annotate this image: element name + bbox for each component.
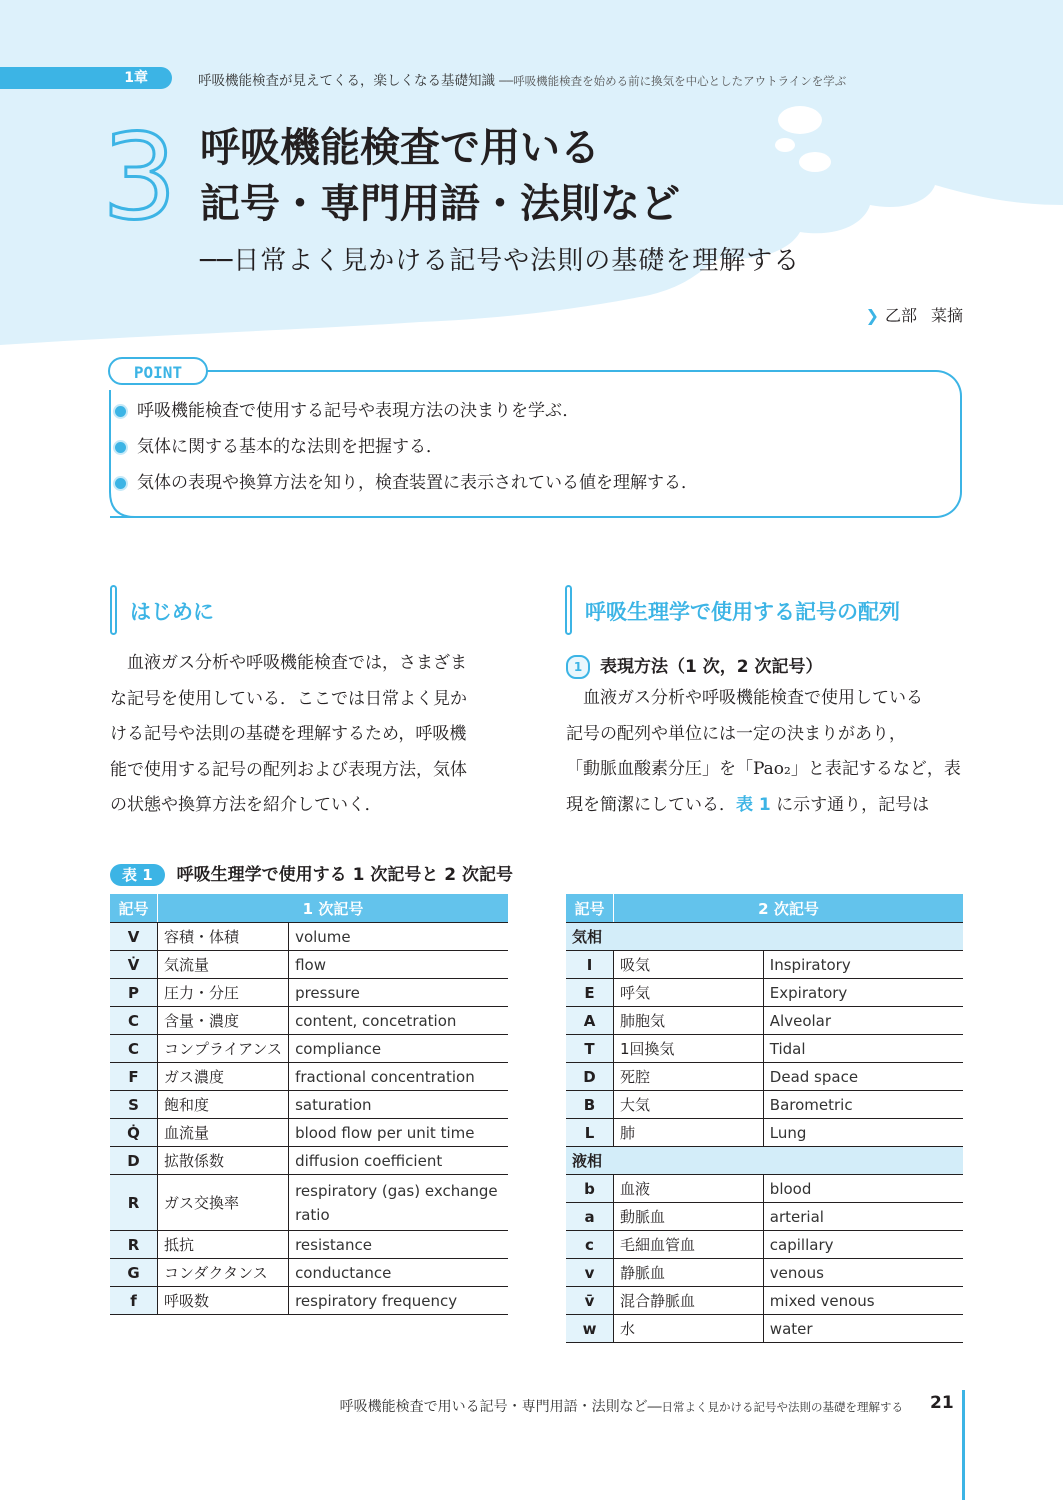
japanese-term-cell: 呼気 bbox=[614, 979, 764, 1007]
symbol-cell: I bbox=[566, 951, 614, 979]
chapter-title: 呼吸機能検査が見えてくる，楽しくなる基礎知識 bbox=[198, 73, 495, 89]
english-term-cell: flow bbox=[289, 951, 508, 979]
page-edge-rule bbox=[962, 1390, 965, 1500]
symbol-cell: B bbox=[566, 1091, 614, 1119]
subsection-title: 表現方法（1 次，2 次記号） bbox=[600, 657, 823, 677]
symbol-cell: R bbox=[110, 1175, 158, 1231]
english-term-cell: volume bbox=[289, 923, 508, 951]
title-line-2: 記号・専門用語・法則など bbox=[200, 181, 680, 227]
bullet-icon bbox=[115, 406, 126, 417]
group-liquid-phase bbox=[566, 1147, 963, 1175]
author bbox=[866, 303, 963, 326]
english-term-cell: respiratory (gas) exchange ratio bbox=[289, 1175, 508, 1231]
point-item-text: 呼吸機能検査で使用する記号や表現方法の決まりを学ぶ． bbox=[137, 401, 580, 421]
chapter-subtitle: ──呼吸機能検査を始める前に換気を中心としたアウトラインを学ぶ bbox=[499, 74, 847, 88]
table-row bbox=[566, 1175, 963, 1203]
secondary-symbols-table bbox=[566, 894, 963, 1343]
symbols-line: 血液ガス分析や呼吸機能検査で使用している bbox=[566, 688, 923, 708]
table-row bbox=[110, 1287, 508, 1315]
japanese-term-cell: 死腔 bbox=[614, 1063, 764, 1091]
japanese-term-cell: ガス濃度 bbox=[158, 1063, 289, 1091]
chevron-right-icon: ❯ bbox=[865, 306, 879, 325]
table-row bbox=[566, 951, 963, 979]
table-row bbox=[110, 1175, 508, 1231]
japanese-term-cell: 気流量 bbox=[158, 951, 289, 979]
japanese-term-cell: 肺胞気 bbox=[614, 1007, 764, 1035]
table-row bbox=[566, 1119, 963, 1147]
symbol-cell: v bbox=[566, 1259, 614, 1287]
english-term-cell: Dead space bbox=[763, 1063, 963, 1091]
page-title bbox=[200, 120, 680, 232]
symbols-line-text: 現を簡潔にしている． bbox=[566, 794, 736, 815]
japanese-term-cell: 抵抗 bbox=[158, 1231, 289, 1259]
japanese-term-cell: コンプライアンス bbox=[158, 1035, 289, 1063]
japanese-term-cell: ガス交換率 bbox=[158, 1175, 289, 1231]
table-number-badge: 表 1 bbox=[110, 864, 165, 886]
japanese-term-cell: 動脈血 bbox=[614, 1203, 764, 1231]
symbol-cell: c bbox=[566, 1231, 614, 1259]
table-row bbox=[110, 1035, 508, 1063]
symbol-cell: C bbox=[110, 1035, 158, 1063]
table-row bbox=[566, 1091, 963, 1119]
english-term-cell: blood flow per unit time bbox=[289, 1119, 508, 1147]
section-number: 3 bbox=[102, 108, 178, 246]
point-item-text: 気体の表現や換算方法を知り，検査装置に表示されている値を理解する． bbox=[137, 473, 698, 493]
table-row bbox=[566, 1259, 963, 1287]
table-row bbox=[566, 1287, 963, 1315]
japanese-term-cell: 大気 bbox=[614, 1091, 764, 1119]
english-term-cell: compliance bbox=[289, 1035, 508, 1063]
japanese-term-cell: 呼吸数 bbox=[158, 1287, 289, 1315]
english-term-cell: respiratory frequency bbox=[289, 1287, 508, 1315]
footer-subtitle: ──日常よく見かける記号や法則の基礎を理解する bbox=[647, 1400, 903, 1414]
english-term-cell: pressure bbox=[289, 979, 508, 1007]
english-term-cell: Lung bbox=[763, 1119, 963, 1147]
japanese-term-cell: 静脈血 bbox=[614, 1259, 764, 1287]
intro-line: な記号を使用している．ここでは日常よく見か bbox=[110, 688, 467, 709]
symbols-line-text: に示す通り，記号は bbox=[770, 794, 930, 815]
table-row bbox=[566, 1035, 963, 1063]
bullet-icon bbox=[115, 442, 126, 453]
japanese-term-cell: 肺 bbox=[614, 1119, 764, 1147]
page-number: 21 bbox=[930, 1393, 954, 1413]
symbol-cell: f bbox=[110, 1287, 158, 1315]
english-term-cell: mixed venous bbox=[763, 1287, 963, 1315]
english-term-cell: arterial bbox=[763, 1203, 963, 1231]
english-term-cell: diffusion coefficient bbox=[289, 1147, 508, 1175]
english-term-cell: capillary bbox=[763, 1231, 963, 1259]
symbol-cell: V̇ bbox=[110, 951, 158, 979]
symbol-cell: Q̇ bbox=[110, 1119, 158, 1147]
header-symbol: 記号 bbox=[566, 894, 614, 923]
english-term-cell: water bbox=[763, 1315, 963, 1343]
japanese-term-cell: 圧力・分圧 bbox=[158, 979, 289, 1007]
table-row bbox=[110, 1147, 508, 1175]
english-term-cell: resistance bbox=[289, 1231, 508, 1259]
japanese-term-cell: 含量・濃度 bbox=[158, 1007, 289, 1035]
subsection-number: 1 bbox=[566, 655, 590, 679]
english-term-cell: Alveolar bbox=[763, 1007, 963, 1035]
english-term-cell: Barometric bbox=[763, 1091, 963, 1119]
footer-title: 呼吸機能検査で用いる記号・専門用語・法則など bbox=[339, 1399, 648, 1415]
chapter-badge: 1章 bbox=[0, 67, 172, 89]
author-given-name: 菜摘 bbox=[930, 306, 963, 325]
symbol-cell: w bbox=[566, 1315, 614, 1343]
japanese-term-cell: 血液 bbox=[614, 1175, 764, 1203]
point-label: POINT bbox=[108, 357, 208, 385]
intro-line: の状態や換算方法を紹介していく． bbox=[110, 795, 382, 816]
group-gas-phase bbox=[566, 923, 963, 951]
english-term-cell: fractional concentration bbox=[289, 1063, 508, 1091]
japanese-term-cell: 吸気 bbox=[614, 951, 764, 979]
point-list bbox=[112, 397, 698, 505]
symbol-cell: C bbox=[110, 1007, 158, 1035]
table-row bbox=[566, 1315, 963, 1343]
english-term-cell: conductance bbox=[289, 1259, 508, 1287]
intro-line: 能で使用する記号の配列および表現方法，気体 bbox=[110, 759, 467, 780]
japanese-term-cell: 容積・体積 bbox=[158, 923, 289, 951]
table-row bbox=[110, 1259, 508, 1287]
intro-line: ける記号や法則の基礎を理解するため，呼吸機 bbox=[110, 724, 467, 745]
table-row bbox=[566, 1063, 963, 1091]
japanese-term-cell: 毛細血管血 bbox=[614, 1231, 764, 1259]
japanese-term-cell: 血流量 bbox=[158, 1119, 289, 1147]
table-row bbox=[566, 1203, 963, 1231]
symbols-line: 「動脈血酸素分圧」を「Pao₂」と表記するなど，表 bbox=[566, 759, 961, 780]
symbol-cell: S bbox=[110, 1091, 158, 1119]
symbol-cell: R bbox=[110, 1231, 158, 1259]
symbol-cell: A bbox=[566, 1007, 614, 1035]
table-caption bbox=[110, 860, 513, 886]
symbol-cell: F bbox=[110, 1063, 158, 1091]
japanese-term-cell: 拡散係数 bbox=[158, 1147, 289, 1175]
japanese-term-cell: 混合静脈血 bbox=[614, 1287, 764, 1315]
symbol-cell: V bbox=[110, 923, 158, 951]
table-row bbox=[110, 1091, 508, 1119]
table-row bbox=[110, 1063, 508, 1091]
subsection-heading bbox=[566, 652, 823, 679]
symbol-cell: b bbox=[566, 1175, 614, 1203]
japanese-term-cell: 1回換気 bbox=[614, 1035, 764, 1063]
table-caption-text: 呼吸生理学で使用する 1 次記号と 2 次記号 bbox=[176, 865, 514, 885]
table-header-row bbox=[110, 894, 508, 923]
table-row bbox=[566, 1007, 963, 1035]
symbols-line bbox=[566, 788, 966, 824]
table-row bbox=[566, 1231, 963, 1259]
table-row bbox=[110, 1007, 508, 1035]
japanese-term-cell: コンダクタンス bbox=[158, 1259, 289, 1287]
japanese-term-cell: 飽和度 bbox=[158, 1091, 289, 1119]
english-term-cell: saturation bbox=[289, 1091, 508, 1119]
symbol-cell: G bbox=[110, 1259, 158, 1287]
chapter-header bbox=[198, 69, 846, 89]
symbol-cell: P bbox=[110, 979, 158, 1007]
symbols-paragraph bbox=[566, 681, 966, 823]
table-row bbox=[110, 1231, 508, 1259]
author-family-name: 乙部 bbox=[884, 306, 917, 325]
footer-running-title bbox=[340, 1396, 903, 1416]
table-row bbox=[110, 979, 508, 1007]
intro-heading: はじめに bbox=[130, 600, 214, 624]
intro-paragraph bbox=[110, 646, 510, 824]
japanese-term-cell: 水 bbox=[614, 1315, 764, 1343]
symbol-cell: T bbox=[566, 1035, 614, 1063]
header-primary-symbol: 1 次記号 bbox=[158, 894, 509, 923]
english-term-cell: blood bbox=[763, 1175, 963, 1203]
table-row bbox=[110, 1119, 508, 1147]
english-term-cell: Tidal bbox=[763, 1035, 963, 1063]
group-gas-phase-label: 気相 bbox=[566, 923, 963, 951]
symbols-line: 記号の配列や単位には一定の決まりがあり， bbox=[566, 723, 906, 744]
header-secondary-symbol: 2 次記号 bbox=[614, 894, 964, 923]
symbol-cell: D bbox=[566, 1063, 614, 1091]
symbol-cell: E bbox=[566, 979, 614, 1007]
english-term-cell: Expiratory bbox=[763, 979, 963, 1007]
symbol-cell: D bbox=[110, 1147, 158, 1175]
table-reference-link[interactable]: 表 1 bbox=[736, 794, 771, 815]
table-row bbox=[110, 923, 508, 951]
symbols-heading-bar bbox=[565, 585, 572, 635]
point-item-text: 気体に関する基本的な法則を把握する． bbox=[137, 437, 443, 457]
bullet-icon bbox=[115, 478, 126, 489]
title-line-1: 呼吸機能検査で用いる bbox=[200, 125, 600, 171]
table-row bbox=[110, 951, 508, 979]
primary-symbols-table bbox=[110, 894, 508, 1315]
header-symbol: 記号 bbox=[110, 894, 158, 923]
point-item bbox=[112, 397, 698, 433]
table-header-row bbox=[566, 894, 963, 923]
group-liquid-phase-label: 液相 bbox=[566, 1147, 963, 1175]
intro-line: 血液ガス分析や呼吸機能検査では，さまざま bbox=[110, 653, 467, 673]
english-term-cell: venous bbox=[763, 1259, 963, 1287]
symbol-cell: a bbox=[566, 1203, 614, 1231]
symbols-heading: 呼吸生理学で使用する記号の配列 bbox=[585, 600, 900, 624]
point-item bbox=[112, 469, 698, 505]
symbol-cell: v̄ bbox=[566, 1287, 614, 1315]
table-row bbox=[566, 979, 963, 1007]
page-subtitle: ──日常よく見かける記号や法則の基礎を理解する bbox=[200, 246, 801, 276]
english-term-cell: content, concetration bbox=[289, 1007, 508, 1035]
intro-heading-bar bbox=[110, 585, 117, 635]
symbol-cell: L bbox=[566, 1119, 614, 1147]
point-item bbox=[112, 433, 698, 469]
english-term-cell: Inspiratory bbox=[763, 951, 963, 979]
